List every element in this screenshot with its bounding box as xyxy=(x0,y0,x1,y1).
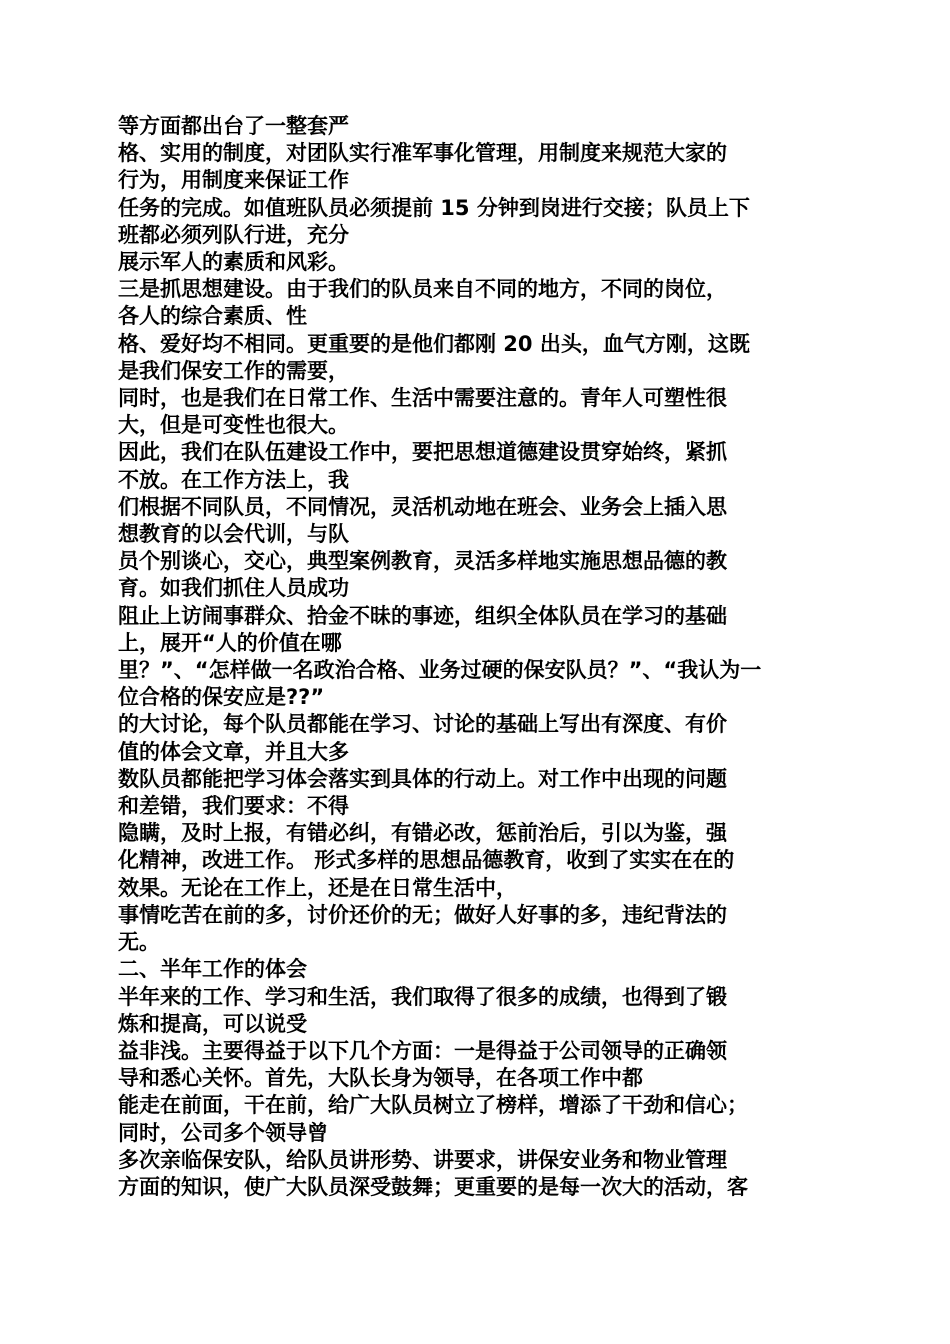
text-line: 格、实用的制度，对团队实行准军事化管理，用制度来规范大家的 xyxy=(118,141,727,166)
text-line: 里？”、“怎样做一名政治合格、业务过硬的保安队员？”、“我认为一 xyxy=(118,658,762,683)
text-line: 半年来的工作、学习和生活，我们取得了很多的成绩，也得到了锻 xyxy=(118,984,727,1009)
text-line: 方面的知识，使广大队员深受鼓舞；更重要的是每一次大的活动，客 xyxy=(118,1174,748,1199)
text-line: 炼和提高，可以说受 xyxy=(118,1011,307,1036)
document-body xyxy=(118,113,836,1201)
text-line: 大，但是可变性也很大。 xyxy=(118,413,349,438)
text-line: 位合格的保安应是??” xyxy=(118,685,325,710)
text-line: 是我们保安工作的需要， xyxy=(118,358,349,383)
text-line: 等方面都出台了一整套严 xyxy=(118,114,349,138)
text-line: 们根据不同队员，不同情况，灵活机动地在班会、业务会上插入思 xyxy=(118,494,727,519)
text-line: 事情吃苦在前的多，讨价还价的无；做好人好事的多，违纪背法的 xyxy=(118,902,727,927)
text-line: 的大讨论，每个队员都能在学习、讨论的基础上写出有深度、有价 xyxy=(118,712,727,737)
text-line: 多次亲临保安队，给队员讲形势、讲要求，讲保安业务和物业管理 xyxy=(118,1147,727,1172)
text-line: 阻止上访闹事群众、拾金不昧的事迹，组织全体队员在学习的基础 xyxy=(118,603,727,628)
text-line: 格、爱好均不相同。更重要的是他们都刚 20 出头，血气方刚，这既 xyxy=(118,331,750,356)
text-line: 和差错，我们要求：不得 xyxy=(118,794,349,819)
text-line: 同时，公司多个领导曾 xyxy=(118,1120,328,1145)
text-line: 班都必须列队行进，充分 xyxy=(118,222,349,247)
text-line: 无。 xyxy=(118,930,160,955)
text-line: 各人的综合素质、性 xyxy=(118,304,307,329)
text-line: 效果。无论在工作上，还是在日常生活中， xyxy=(118,875,517,900)
text-line: 员个别谈心，交心，典型案例教育，灵活多样地实施思想品德的教 xyxy=(118,549,727,574)
text-line: 行为，用制度来保证工作 xyxy=(118,168,349,193)
text-line: 想教育的以会代训，与队 xyxy=(118,522,349,547)
text-line: 同时，也是我们在日常工作、生活中需要注意的。青年人可塑性很 xyxy=(118,386,727,411)
text-line: 能走在前面，干在前，给广大队员树立了榜样，增添了干劲和信心； xyxy=(118,1093,748,1118)
text-line: 隐瞒，及时上报，有错必纠，有错必改，惩前治后，引以为鉴，强 xyxy=(118,821,727,846)
text-line: 二、半年工作的体会 xyxy=(118,957,307,982)
text-line: 育。如我们抓住人员成功 xyxy=(118,576,349,601)
text-line: 化精神，改进工作。 形式多样的思想品德教育，收到了实实在在的 xyxy=(118,848,735,873)
text-line: 任务的完成。如值班队员必须提前 15 分钟到岗进行交接；队员上下 xyxy=(118,195,750,220)
text-line: 展示军人的素质和风彩。 xyxy=(118,250,349,275)
text-line: 三是抓思想建设。由于我们的队员来自不同的地方，不同的岗位， xyxy=(118,277,727,302)
text-line: 值的体会文章，并且大多 xyxy=(118,739,349,764)
text-line: 益非浅。主要得益于以下几个方面：一是得益于公司领导的正确领 xyxy=(118,1038,727,1063)
text-line: 导和悉心关怀。首先，大队长身为领导，在各项工作中都 xyxy=(118,1066,643,1091)
text-line: 因此，我们在队伍建设工作中，要把思想道德建设贯穿始终，紧抓 xyxy=(118,440,727,465)
text-line: 不放。在工作方法上，我 xyxy=(118,467,349,492)
text-line: 上，展开“人的价值在哪 xyxy=(118,630,342,655)
text-line: 数队员都能把学习体会落实到具体的行动上。对工作中出现的问题 xyxy=(118,766,727,791)
